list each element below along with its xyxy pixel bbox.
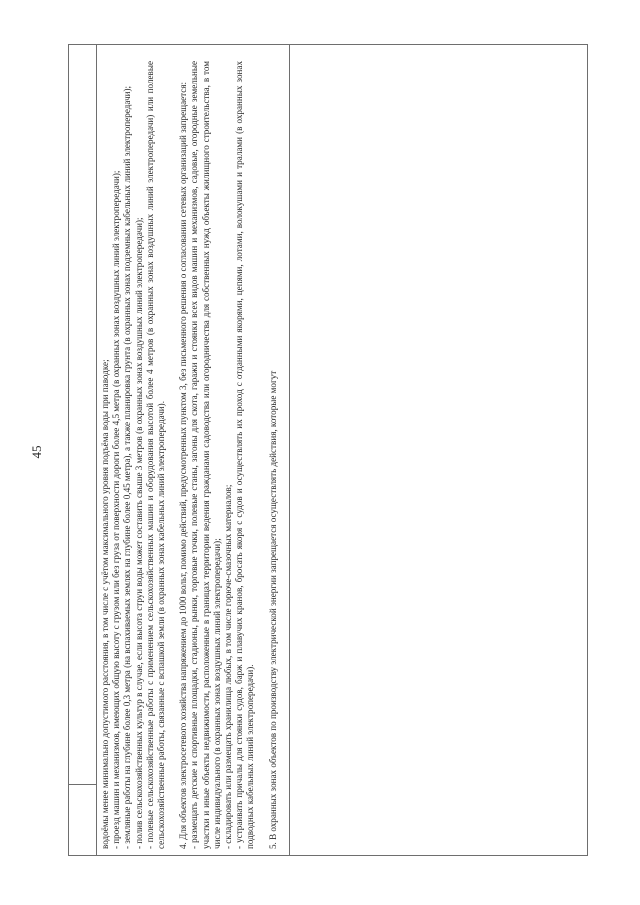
paragraph: водоёмы менее минимально допустимого расстояния, в том числе с учётом максимального уровня подъёма воды при паводке; <box>100 359 110 849</box>
text-cell <box>97 45 289 855</box>
paragraph: - складировать или размещать хранилища любых, в том числе горюче-смазочных материалов; <box>223 484 234 849</box>
paragraph: - размещать детские и спортивные площадки, стадионы, рынки, торговые точки, полевые станы, загоны для скота, гаражи и стоянки всех видов машин и механизмов, садовые, огородные земельные участки и иные объекты недвижимости, расположенные в границах территории ведения гражданами садоводства или огородничества для собственных нужд объекты жилищного строительства, в том числе индивидуального (в охранных зонах воздушных линий электропередачи); <box>189 61 222 849</box>
row-divider <box>69 784 96 785</box>
rotated-text-block <box>97 55 285 855</box>
page-number: 45 <box>29 445 44 459</box>
paragraph: - полевые сельскохозяйственные работы с применением сельскохозяйственных машин и оборудования высотой более 4 метров (в охранных зонах воздушных линий электропередачи) или полевые сельскохозяйственные работы, связанные с вспашкой земли (в охранных зонах кабельных линий электропередачи). <box>144 61 167 849</box>
paragraph: - устраивать причалы для стоянки судов, барж и плавучих кранов, бросать якоря с судов и осуществлять их проход с отданными якорями, цепями, лотами, волокушами и тралами (в охранных зонах подводных кабельных линий электропередачи). <box>234 61 256 849</box>
table <box>68 44 588 856</box>
column-divider <box>289 45 290 855</box>
paragraph: - проезд машин и механизмов, имеющих общую высоту с грузом или без груза от поверхности дороги более 4,5 метра (в охранных зонах воздушных линий электропередачи); <box>111 170 122 849</box>
paragraph: - полив сельскохозяйственных культур в случае, если высота струи воды может составить свыше 3 метров (в охранных зонах воздушных линий электропередачи); <box>133 217 144 849</box>
paragraph: - земляные работы на глубине более 0,3 метра (на вспахиваемых землях на глубине более 0,45 метра), а также планировка грунта (в охранных зонах подземных кабельных линий электропередачи); <box>122 85 133 849</box>
paragraph: 5. В охранных зонах объектов по производству электрической энергии запрещается осуществлять действия, которые могут <box>267 370 278 849</box>
paragraph: 4. Для объектов электросетевого хозяйства напряжением до 1000 вольт, помимо действий, предусмотренных пунктом 3, без письменного решения о согласовании сетевых организаций запрещается: <box>178 81 189 849</box>
